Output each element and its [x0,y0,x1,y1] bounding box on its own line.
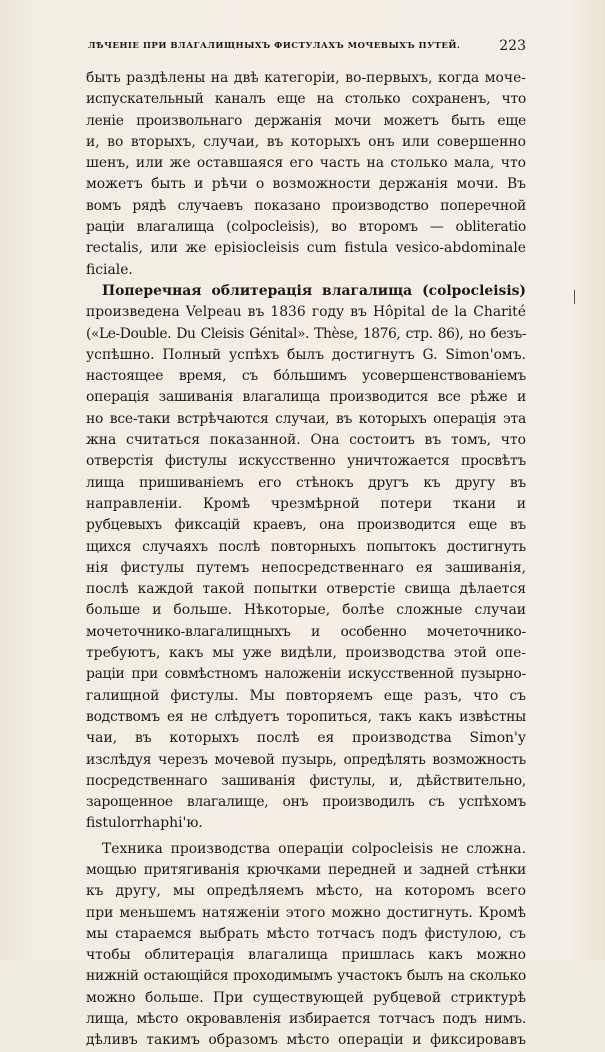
text-line: мочеточнико-влагалищныхъ и особенно мочеточнико- [86,623,526,640]
text-line: нижній остающійся проходимымъ участокъ былъ на сколько [86,968,526,985]
text-line: раціи при совмѣстномъ наложеніи искусственной пузырно- [86,666,526,683]
text-line: испускательный каналъ еще на столько сохраненъ, что [86,91,526,108]
body-text [86,68,526,1052]
text-line: лища, мѣсто окровавленія избирается тотчасъ подъ нимъ. [86,1011,526,1028]
text-line: мощью притягиванія крючками передней и задней стѣнки [86,861,526,878]
text-line: послѣ каждой такой попытки отверстіе свища дѣлается [86,581,526,598]
page-number: 223 [499,38,526,54]
text-line: изслѣдуя черезъ мочевой пузырь, опредѣлять возможность [86,751,526,768]
page-header [88,38,526,60]
running-head: ЛѢЧЕНІЕ ПРИ ВЛАГАЛИЩНЫХЪ ФИСТУЛАХЪ МОЧЕВЫХЪ ПУТЕЙ. [88,41,461,51]
text-line: но все-таки встрѣчаются случаи, въ которыхъ операція эта [86,410,526,427]
text-line: жна считаться показанной. Она состоитъ въ томъ, что [86,432,526,449]
text-line: произведена Velpeau въ 1836 году въ Hôpital de la Charité [86,304,526,321]
margin-mark [574,290,575,304]
text-line: и, во вторыхъ, случаи, въ которыхъ онъ или совершенно [86,133,526,150]
text-line: чтобы облитерація влагалища пришлась какъ можно [86,947,526,964]
text-line: rectalis, или же episiocleisis cum fistula vesico-abdominale [86,240,526,257]
text-line: леніе произвольнаго держанія мочи можетъ быть еще [86,112,526,129]
text-line: быть раздѣлены на двѣ категоріи, во-первыхъ, когда моче- [86,70,526,86]
paragraph-start: Техника производства операціи colpocleisis не сложна. [102,840,526,857]
text-line: fistulorrhaphi'ю. [86,815,203,832]
text-line: мы стараемся выбрать мѣсто тотчасъ подъ фистулою, съ [86,925,526,942]
text-line: водствомъ ея не слѣдуетъ торопиться, такъ какъ извѣстны [86,708,526,725]
text-line: къ другу, мы опредѣляемъ мѣсто, на которомъ всего [86,883,526,900]
text-line: дѣливъ такимъ образомъ мѣсто операціи и фиксировавъ [86,1032,526,1049]
text-line: зарощенное влагалище, онъ производилъ съ успѣхомъ [86,794,526,811]
text-line: направленіи. Кромѣ чрезмѣрной потери ткани и [86,495,526,512]
text-line: посредственнаго зашиванія фистулы, и, дѣйствительно, [86,772,526,789]
text-line: («Le-Double. Du Cleisis Génital». Thèse, 1876, стр. 86), но безъ- [86,325,526,342]
text-line: можетъ быть и рѣчи о возможности держанія мочи. Въ [86,176,526,193]
text-line: лища пришиваніемъ его стѣнокъ другъ къ другу въ [86,474,526,491]
text-line: больше и больше. Нѣкоторые, болѣе сложные случаи [86,602,526,619]
text-line: вомъ рядѣ случаевъ показано производство поперечной [86,197,526,214]
text-line: ficiale. [86,261,133,278]
text-line: настоящее время, съ бо́льшимъ усовершенствованіемъ [86,368,526,385]
text-line: рубцевыхъ фиксацій краевъ, она производится еще въ [86,517,526,534]
text-line: операція зашиванія влагалища производится все рѣже и [86,389,526,406]
text-line: можно больше. При существующей рубцевой стриктурѣ [86,989,526,1006]
text-line: раціи влагалища (colpocleisis), во второмъ — obliteratio [86,219,526,236]
text-line: шенъ, или же оставшаяся его часть на столько мала, что [86,155,526,172]
text-line: успѣшно. Полный успѣхъ былъ достигнутъ G. Simon'омъ. [86,346,526,363]
text-line: галищной фистулы. Мы повторяемъ еще разъ, что съ [86,687,526,704]
text-line: нія фистулы путемъ непосредственнаго ея зашиванія, [86,559,526,576]
text-line: чаи, въ которыхъ послѣ ея производства Simon'у [86,730,526,747]
text-line: щихся случаяхъ послѣ повторныхъ попытокъ достигнуть [86,538,526,555]
text-line: при меньшемъ натяженіи этого можно достигнуть. Кромѣ [86,904,526,921]
text-line: отверстія фистулы искусственно уничтожается просвѣтъ [86,453,526,470]
text-line: требуютъ, какъ мы уже видѣли, производства этой опе- [86,645,526,662]
paragraph-start: Поперечная облитерація влагалища (colpocleisis) [102,282,526,299]
